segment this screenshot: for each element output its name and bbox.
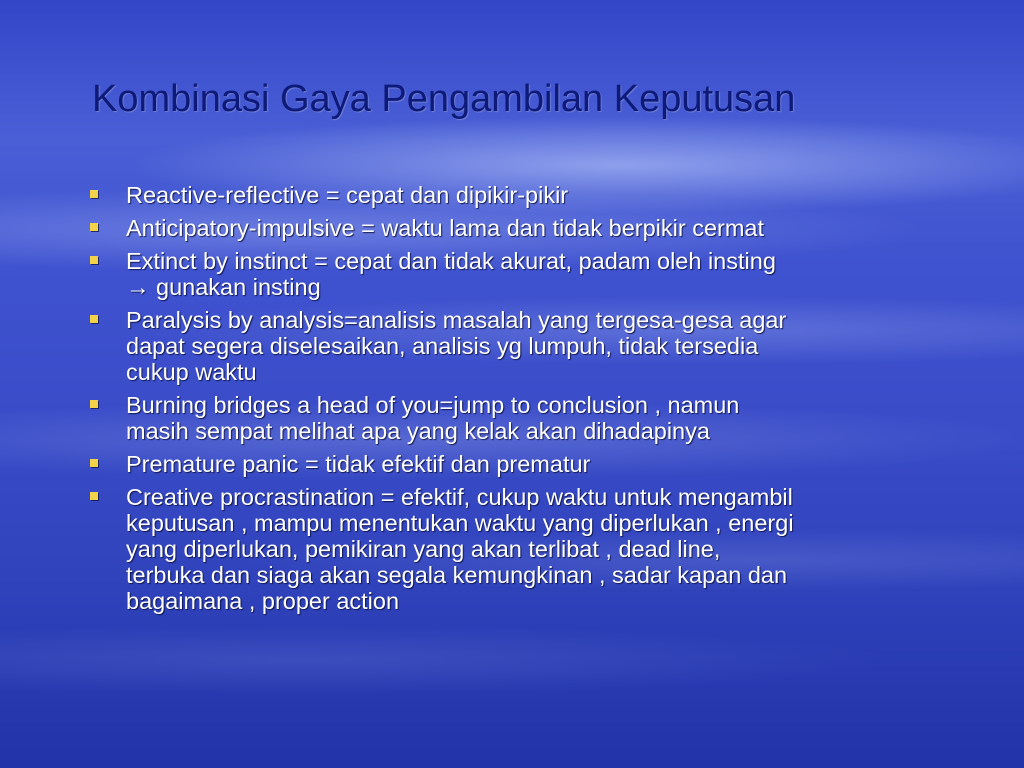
square-bullet-icon bbox=[90, 492, 98, 500]
bullet-item bbox=[88, 182, 948, 208]
bullet-line: Premature panic = tidak efektif dan prematur bbox=[126, 451, 591, 477]
bullet-line: yang diperlukan, pemikiran yang akan terlibat , dead line, bbox=[126, 536, 721, 562]
bullet-item bbox=[88, 248, 948, 300]
bullet-item bbox=[88, 484, 948, 614]
square-bullet-icon bbox=[90, 223, 98, 231]
slide-title: Kombinasi Gaya Pengambilan Keputusan bbox=[92, 78, 796, 120]
bullet-line: terbuka dan siaga akan segala kemungkinan , sadar kapan dan bbox=[126, 562, 788, 588]
bullet-list bbox=[88, 182, 948, 621]
bullet-line: → gunakan insting bbox=[126, 274, 321, 300]
bullet-line: Anticipatory-impulsive = waktu lama dan tidak berpikir cermat bbox=[126, 215, 765, 241]
bullet-item bbox=[88, 215, 948, 241]
bullet-line: masih sempat melihat apa yang kelak akan dihadapinya bbox=[126, 418, 710, 444]
bullet-line: Reactive-reflective = cepat dan dipikir-pikir bbox=[126, 182, 569, 208]
bullet-item bbox=[88, 307, 948, 385]
square-bullet-icon bbox=[90, 400, 98, 408]
bullet-line: keputusan , mampu menentukan waktu yang diperlukan , energi bbox=[126, 510, 794, 536]
square-bullet-icon bbox=[90, 315, 98, 323]
square-bullet-icon bbox=[90, 459, 98, 467]
bullet-line: cukup waktu bbox=[126, 359, 257, 385]
bullet-line: Extinct by instinct = cepat dan tidak akurat, padam oleh insting bbox=[126, 248, 776, 274]
square-bullet-icon bbox=[90, 190, 98, 198]
bullet-item bbox=[88, 392, 948, 444]
square-bullet-icon bbox=[90, 256, 98, 264]
bullet-line: Creative procrastination = efektif, cukup waktu untuk mengambil bbox=[126, 484, 793, 510]
bullet-line: dapat segera diselesaikan, analisis yg lumpuh, tidak tersedia bbox=[126, 333, 759, 359]
bullet-item bbox=[88, 451, 948, 477]
bullet-line: Paralysis by analysis=analisis masalah yang tergesa-gesa agar bbox=[126, 307, 787, 333]
bullet-line: Burning bridges a head of you=jump to conclusion , namun bbox=[126, 392, 740, 418]
bullet-line: bagaimana , proper action bbox=[126, 588, 400, 614]
